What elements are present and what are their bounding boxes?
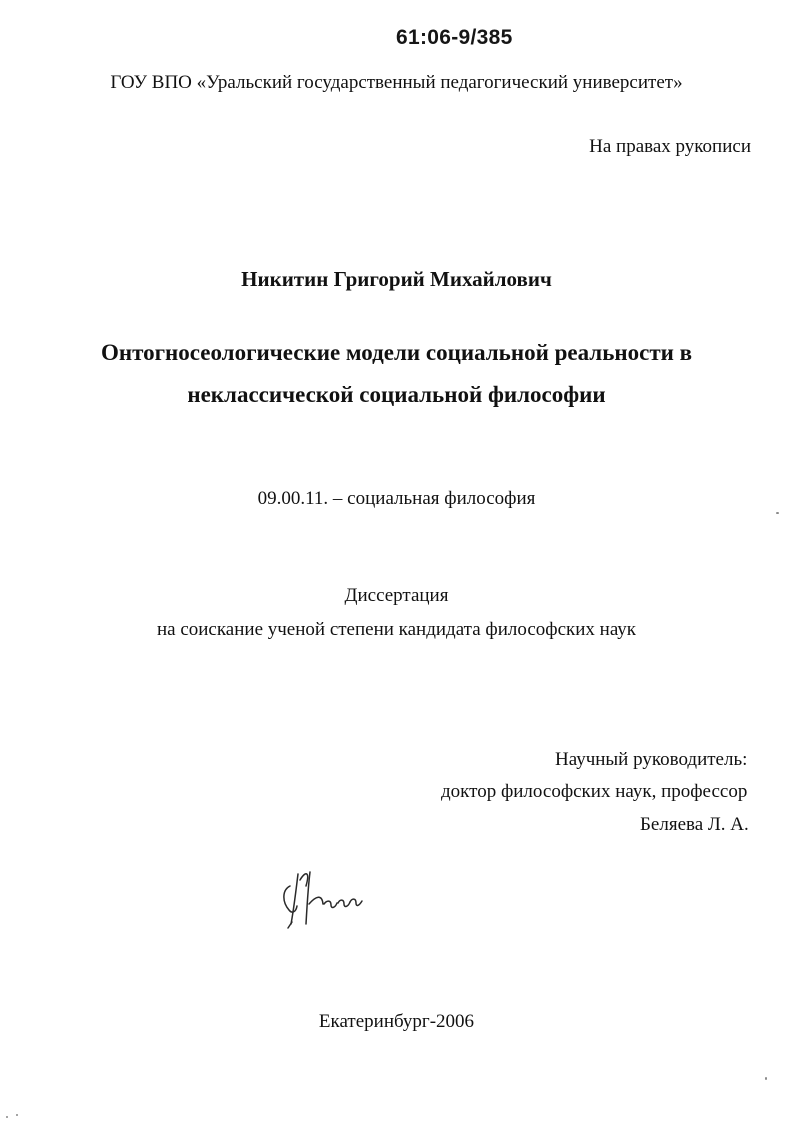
supervisor-degree: доктор философских наук, профессор [441, 781, 748, 802]
scan-speck [765, 1077, 767, 1080]
supervisor-name: Беляева Л. А. [640, 814, 749, 835]
scan-speck [776, 512, 779, 514]
supervisor-label: Научный руководитель: [555, 749, 748, 770]
scan-speck [16, 1114, 18, 1116]
dissertation-title-line-1: Онтогносеологические модели социальной реальности в [100, 340, 693, 365]
document-type: Диссертация [344, 585, 449, 606]
archive-code: 61:06-9/385 [396, 26, 513, 49]
author-name: Никитин Григорий Михайлович [241, 267, 552, 291]
institution-name: ГОУ ВПО «Уральский государственный педагогический университет» [110, 72, 683, 93]
city-year: Екатеринбург-2006 [318, 1011, 475, 1032]
specialty-code: 09.00.11. – социальная философия [257, 488, 536, 509]
handwritten-signature [276, 866, 376, 934]
manuscript-note: На правах рукописи [589, 136, 751, 157]
dissertation-title-line-2: неклассической социальной философии [187, 382, 606, 407]
scan-speck [6, 1116, 8, 1118]
degree-statement: на соискание ученой степени кандидата философских наук [156, 619, 637, 640]
